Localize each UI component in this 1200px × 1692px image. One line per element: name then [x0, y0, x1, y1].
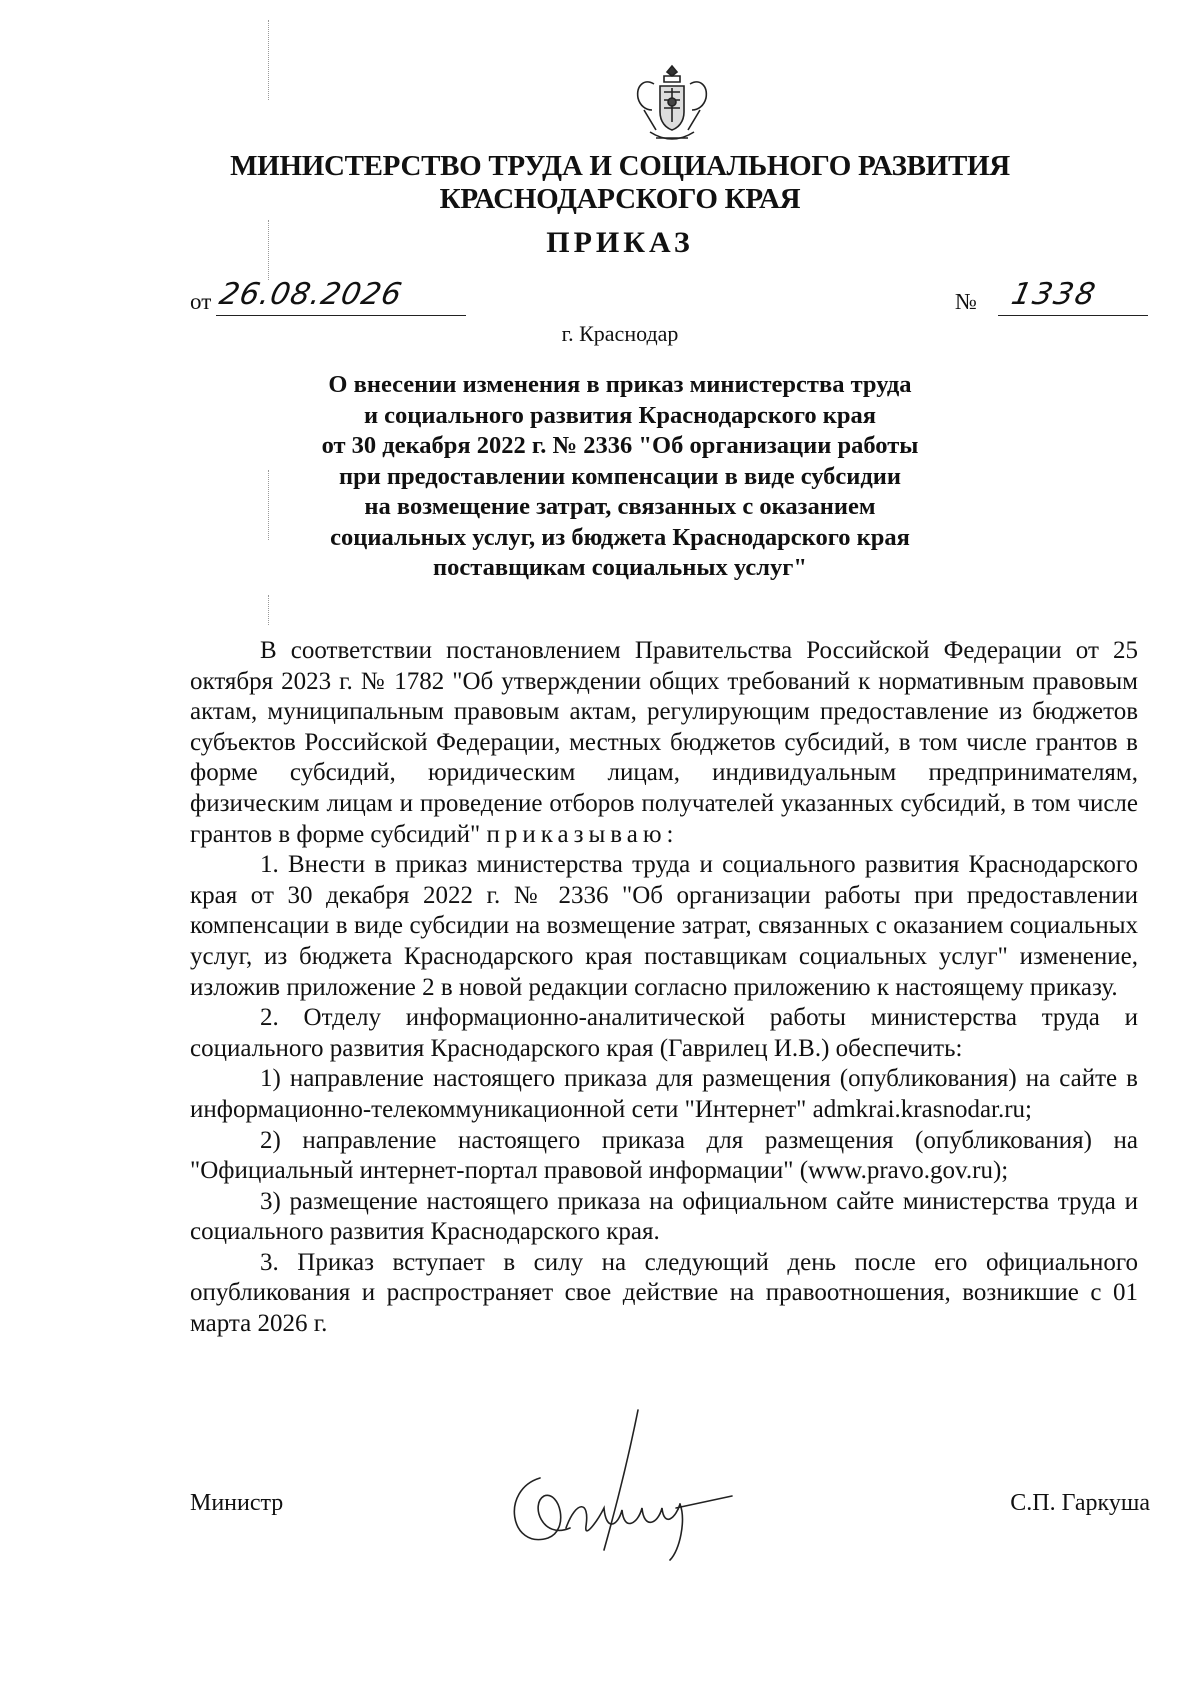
- document-type-title: ПРИКАЗ: [546, 226, 694, 259]
- subject-line: и социального развития Краснодарского края: [363, 401, 877, 429]
- number-underline: [998, 315, 1148, 316]
- item-2-1-paragraph: 1) направление настоящего приказа для размещения (опубликования) на сайте в информационно-телекоммуникационной сети "Интернет" admkrai.krasnodar.ru;: [190, 1065, 1138, 1123]
- subject-line: социальных услуг, из бюджета Краснодарского края: [330, 523, 910, 551]
- subject-line: от 30 декабря 2022 г. № 2336 "Об организации работы: [321, 432, 919, 459]
- signatory-position: Министр: [190, 1490, 284, 1516]
- subject-line: О внесении изменения в приказ министерства труда: [328, 371, 912, 398]
- item-2-2-paragraph: 2) направление настоящего приказа для размещения (опубликования) на "Официальный интернет-портал правовой информации" (www.pravo.gov.ru);: [190, 1126, 1138, 1185]
- subject-line: на возмещение затрат, связанных с оказанием: [364, 493, 876, 520]
- handwritten-number: 1338: [1008, 277, 1101, 312]
- handwritten-date: 26.08.2026: [216, 277, 406, 312]
- order-subject: [180, 370, 1060, 584]
- scan-margin-mark: [268, 595, 269, 625]
- preamble-paragraph: [190, 636, 1138, 850]
- date-underline: [216, 315, 466, 316]
- scan-margin-mark: [268, 20, 269, 100]
- ministry-name-line2: КРАСНОДАРСКОГО КРАЯ: [439, 183, 801, 215]
- coat-of-arms-emblem: [630, 62, 714, 148]
- city-label: г. Краснодар: [561, 321, 679, 346]
- signature-block: [190, 1470, 1150, 1570]
- ministry-name: [180, 150, 1060, 216]
- subject-line: поставщикам социальных услуг": [433, 554, 807, 581]
- handwritten-signature: [500, 1400, 740, 1570]
- date-prefix: от: [190, 289, 212, 314]
- preamble-text: В соответствии постановлением Правительства Российской Федерации от 25 октября 2023 г. № 1782 "Об утверждении общих требований к нормативным правовым актам, муниципальным правовым актам, регулирующим предоставление из бюджетов субъектов Российской Федерации, местных бюджетов субсидий, в том числе грантов в форме субсидий, юридическим лицам, индивидуальным предпринимателям, физическим лицам и проведение отборов получателей указанных субсидий, в том числе грантов в форме субсидий": [190, 637, 1138, 848]
- item-1-paragraph: 1. Внести в приказ министерства труда и социального развития Краснодарского края от 30 декабря 2022 г. № 2336 "Об организации работы при предоставлении компенсации в виде субсидии на возмещение затрат, связанных с оказанием социальных услуг, из бюджета Краснодарского края поставщикам социальных услуг" изменение, изложив приложение 2 в новой редакции согласно приложению к настоящему приказу.: [190, 851, 1138, 1001]
- number-prefix: №: [955, 289, 977, 314]
- signatory-name: С.П. Гаркуша: [1010, 1490, 1150, 1516]
- item-3-paragraph: 3. Приказ вступает в силу на следующий день после его официального опубликования и распространяет свое действие на правоотношения, возникшие с 01 марта 2026 г.: [190, 1248, 1138, 1338]
- order-body: [190, 636, 1138, 1340]
- order-word: приказываю:: [486, 820, 679, 848]
- subject-line: при предоставлении компенсации в виде субсидии: [338, 462, 902, 490]
- item-2-3-paragraph: 3) размещение настоящего приказа на официальном сайте министерства труда и социального развития Краснодарского края.: [190, 1187, 1138, 1246]
- date-number-row: [190, 277, 1150, 317]
- item-2-paragraph: 2. Отделу информационно-аналитической работы министерства труда и социального развития Краснодарского края (Гаврилец И.В.) обеспечить:: [190, 1004, 1138, 1062]
- ministry-name-line1: МИНИСТЕРСТВО ТРУДА И СОЦИАЛЬНОГО РАЗВИТИЯ: [230, 150, 1010, 182]
